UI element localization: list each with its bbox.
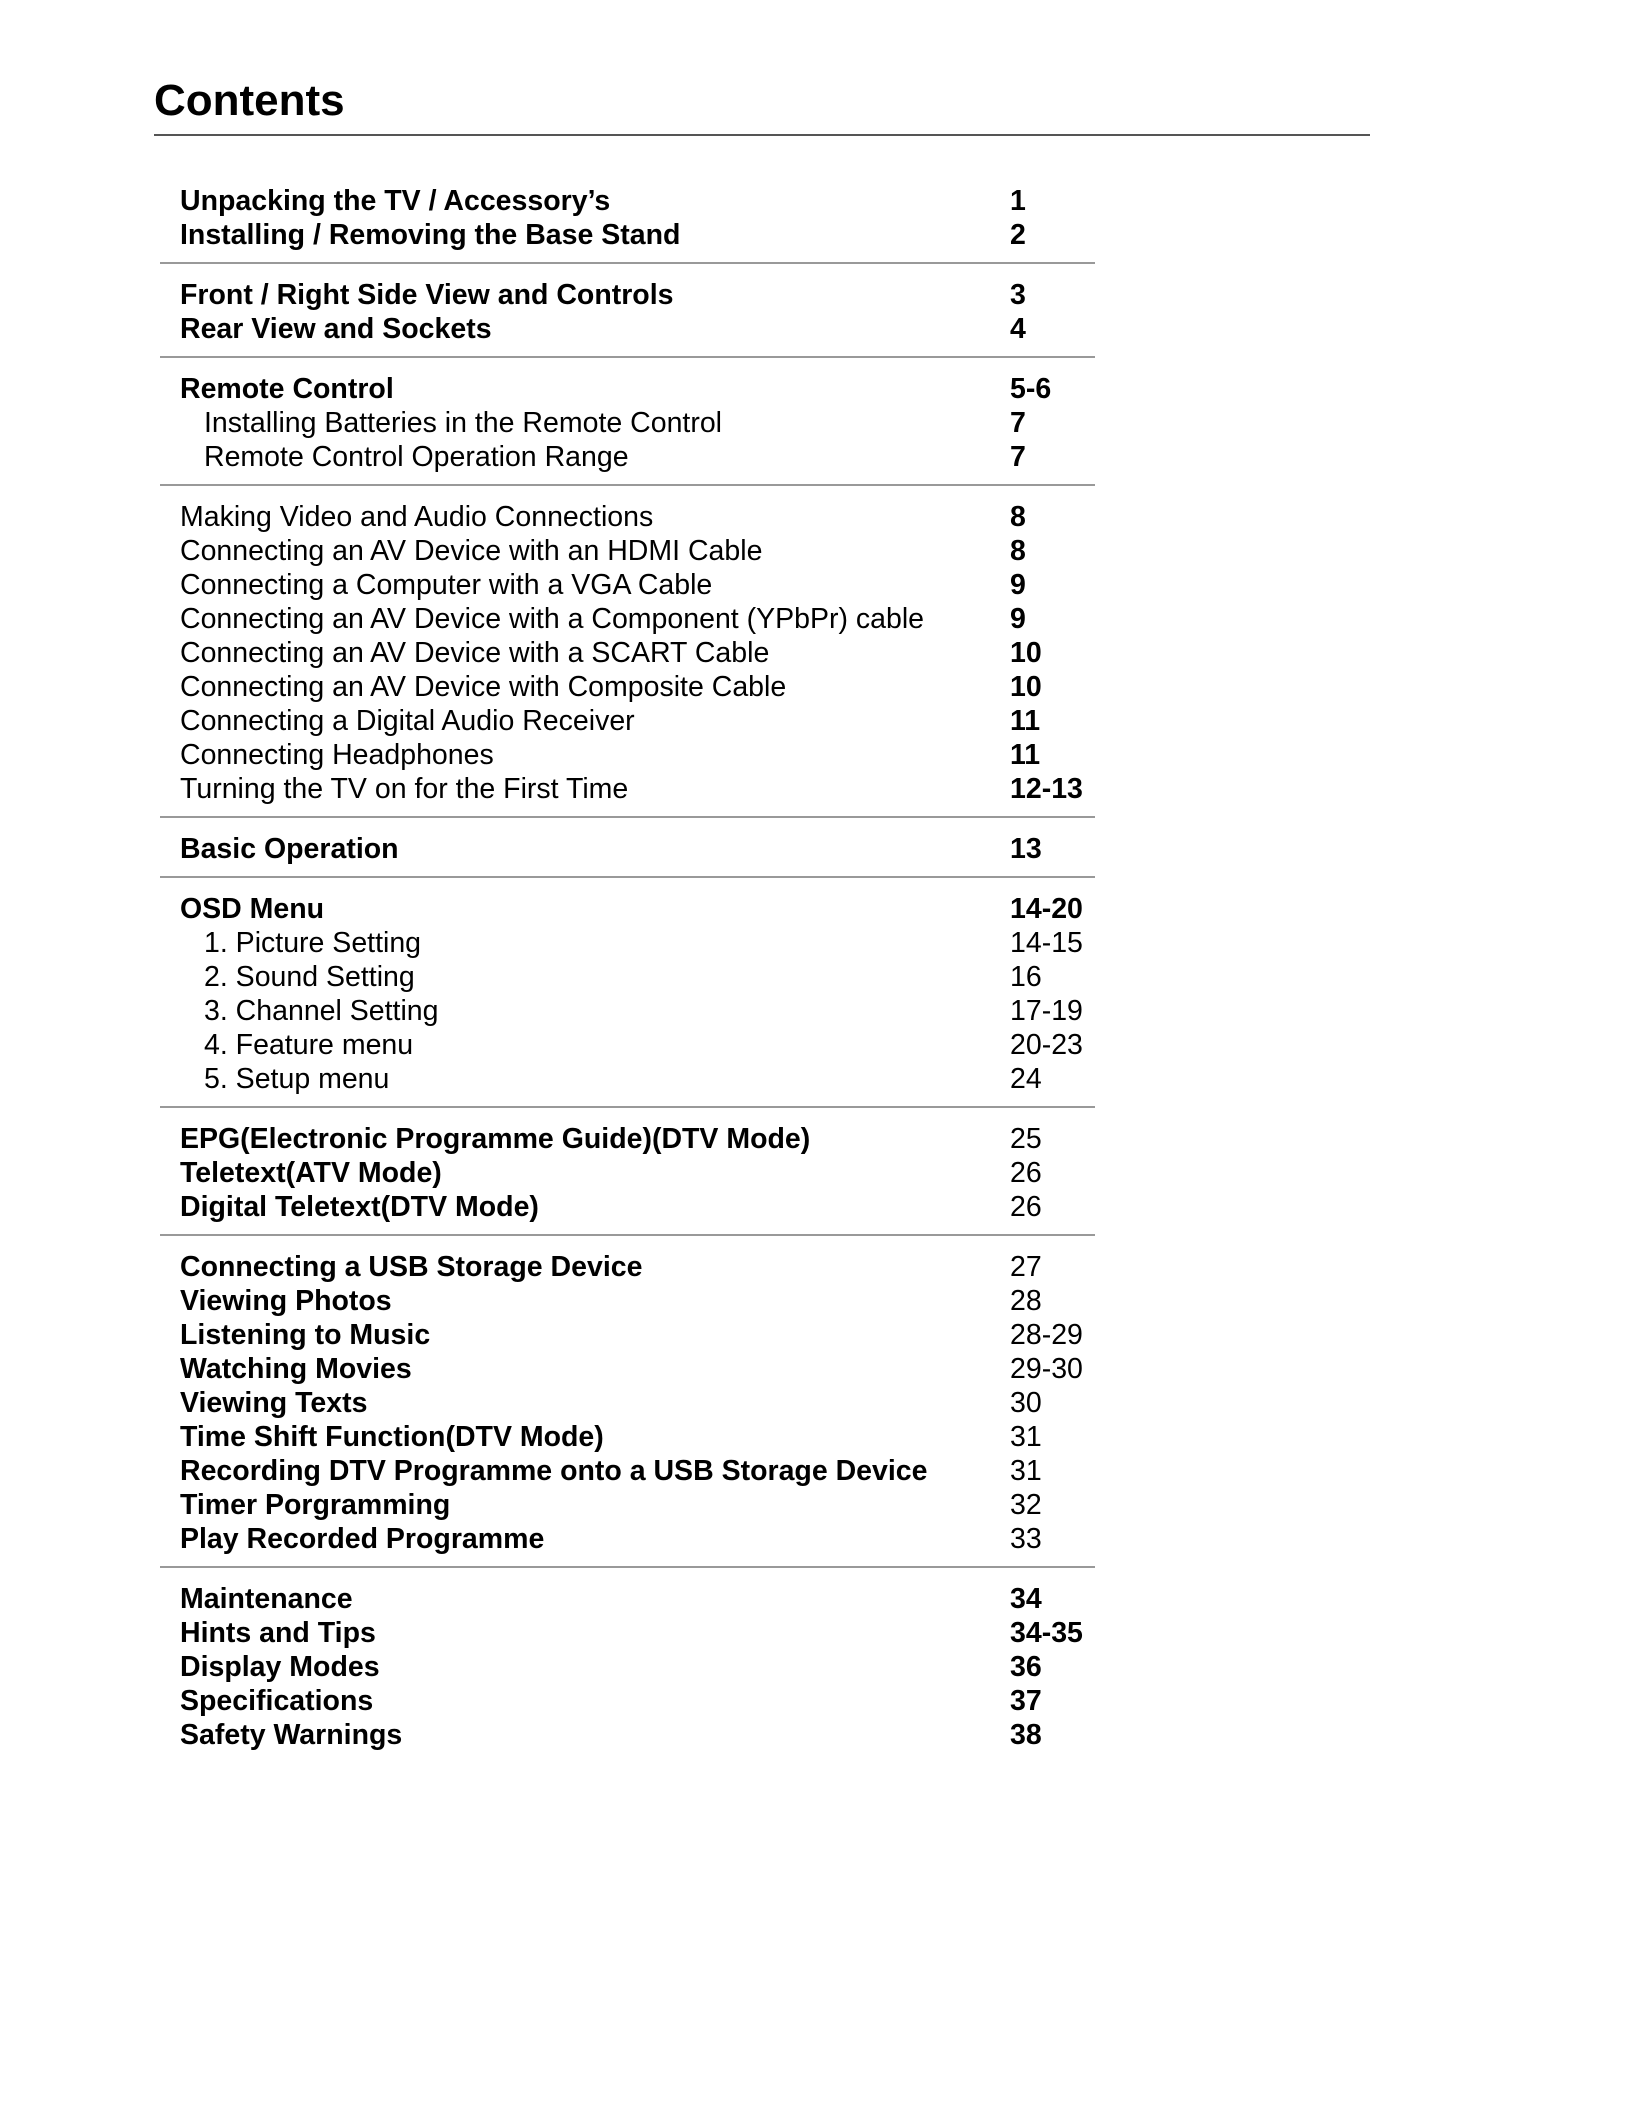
toc-entry[interactable] <box>160 1718 1095 1752</box>
toc-entry[interactable] <box>160 738 1095 772</box>
toc-entry-page: 9 <box>1010 603 1026 635</box>
toc-entry-page: 13 <box>1010 833 1042 865</box>
toc-entry[interactable] <box>160 184 1095 218</box>
toc-entry-title: 3. Channel Setting <box>204 995 439 1027</box>
toc-entry-page: 8 <box>1010 501 1026 533</box>
toc-entry-page: 14-20 <box>1010 893 1083 925</box>
toc-entry-title: Time Shift Function(DTV Mode) <box>180 1421 604 1453</box>
toc-entry-page: 26 <box>1010 1191 1042 1223</box>
toc-entry-page: 37 <box>1010 1685 1042 1717</box>
toc-entry[interactable] <box>160 1650 1095 1684</box>
toc-section <box>160 264 1095 358</box>
toc-entry-title: Connecting an AV Device with Composite Cable <box>180 671 787 703</box>
toc-entry-title: 2. Sound Setting <box>204 961 415 993</box>
toc-entry-title: Play Recorded Programme <box>180 1523 545 1555</box>
toc-entry-title: Timer Porgramming <box>180 1489 451 1521</box>
toc-entry-page: 11 <box>1010 739 1041 771</box>
toc-entry-title: Connecting Headphones <box>180 739 494 771</box>
toc-entry-page: 36 <box>1010 1651 1042 1683</box>
page-title: Contents <box>154 76 345 125</box>
toc-entry[interactable] <box>160 1684 1095 1718</box>
toc-entry-page: 25 <box>1010 1123 1042 1155</box>
toc-entry[interactable] <box>160 406 1095 440</box>
toc-entry-page: 7 <box>1010 441 1026 473</box>
toc-entry[interactable] <box>160 602 1095 636</box>
toc-entry[interactable] <box>160 926 1095 960</box>
toc-entry-title: Hints and Tips <box>180 1617 376 1649</box>
toc-entry-page: 33 <box>1010 1523 1042 1555</box>
toc-entry-title: Basic Operation <box>180 833 399 865</box>
toc-entry-title: Digital Teletext(DTV Mode) <box>180 1191 539 1223</box>
toc-entry-page: 7 <box>1010 407 1026 439</box>
toc-entry-title: Remote Control <box>180 373 394 405</box>
toc-entry[interactable] <box>160 1582 1095 1616</box>
toc-entry[interactable] <box>160 772 1095 806</box>
toc-entry[interactable] <box>160 1028 1095 1062</box>
toc-entry-page: 24 <box>1010 1063 1042 1095</box>
toc-entry-title: Listening to Music <box>180 1319 431 1351</box>
toc-section <box>160 486 1095 818</box>
toc-entry-title: Connecting an AV Device with an HDMI Cable <box>180 535 763 567</box>
toc-entry[interactable] <box>160 500 1095 534</box>
toc-entry-title: OSD Menu <box>180 893 325 925</box>
toc-entry-title: Maintenance <box>180 1583 353 1615</box>
toc-entry-title: Viewing Texts <box>180 1387 368 1419</box>
toc-entry[interactable] <box>160 534 1095 568</box>
toc-entry[interactable] <box>160 312 1095 346</box>
toc-entry-page: 4 <box>1010 313 1026 345</box>
toc-entry-page: 8 <box>1010 535 1026 567</box>
toc-entry-title: Turning the TV on for the First Time <box>180 773 629 805</box>
toc-entry-page: 31 <box>1010 1421 1042 1453</box>
toc-entry-title: 5. Setup menu <box>204 1063 390 1095</box>
toc-entry-page: 30 <box>1010 1387 1042 1419</box>
toc-entry-page: 34 <box>1010 1583 1042 1615</box>
toc-entry-page: 16 <box>1010 961 1042 993</box>
toc-entry-title: Watching Movies <box>180 1353 412 1385</box>
toc-entry[interactable] <box>160 670 1095 704</box>
toc-entry[interactable] <box>160 704 1095 738</box>
toc-entry[interactable] <box>160 1352 1095 1386</box>
toc-entry-page: 31 <box>1010 1455 1042 1487</box>
toc-entry-page: 28-29 <box>1010 1319 1083 1351</box>
toc-section <box>160 1236 1095 1568</box>
toc-section <box>160 358 1095 486</box>
toc-entry-title: Connecting a USB Storage Device <box>180 1251 643 1283</box>
toc-entry-title: Recording DTV Programme onto a USB Storage Device <box>180 1455 928 1487</box>
toc-entry-page: 14-15 <box>1010 927 1083 959</box>
toc-entry[interactable] <box>160 1156 1095 1190</box>
table-of-contents <box>160 172 1095 1762</box>
toc-entry-title: Display Modes <box>180 1651 380 1683</box>
toc-entry-page: 29-30 <box>1010 1353 1083 1385</box>
toc-entry[interactable] <box>160 372 1095 406</box>
toc-entry-page: 2 <box>1010 219 1026 251</box>
toc-entry-page: 10 <box>1010 671 1042 703</box>
toc-entry-page: 12-13 <box>1010 773 1083 805</box>
toc-entry[interactable] <box>160 568 1095 602</box>
toc-entry[interactable] <box>160 218 1095 252</box>
toc-section <box>160 172 1095 264</box>
toc-section <box>160 1108 1095 1236</box>
toc-entry-title: 4. Feature menu <box>204 1029 414 1061</box>
toc-entry-title: Teletext(ATV Mode) <box>180 1157 442 1189</box>
toc-entry-page: 17-19 <box>1010 995 1083 1027</box>
toc-entry-page: 38 <box>1010 1719 1042 1751</box>
toc-entry[interactable] <box>160 1250 1095 1284</box>
toc-entry[interactable] <box>160 1522 1095 1556</box>
toc-entry-title: Installing / Removing the Base Stand <box>180 219 681 251</box>
toc-section <box>160 1568 1095 1762</box>
toc-entry-page: 32 <box>1010 1489 1042 1521</box>
toc-entry-page: 20-23 <box>1010 1029 1083 1061</box>
toc-entry[interactable] <box>160 440 1095 474</box>
toc-section <box>160 818 1095 878</box>
toc-entry[interactable] <box>160 1616 1095 1650</box>
toc-entry-title: Making Video and Audio Connections <box>180 501 654 533</box>
toc-entry-title: Installing Batteries in the Remote Control <box>204 407 723 439</box>
toc-entry-title: 1. Picture Setting <box>204 927 422 959</box>
toc-entry-page: 1 <box>1010 185 1026 217</box>
toc-entry[interactable] <box>160 1318 1095 1352</box>
toc-entry-page: 11 <box>1010 705 1041 737</box>
toc-entry-title: Connecting a Computer with a VGA Cable <box>180 569 713 601</box>
toc-entry-title: Connecting an AV Device with a Component (YPbPr) cable <box>180 603 925 635</box>
toc-entry-title: Connecting a Digital Audio Receiver <box>180 705 635 737</box>
toc-entry[interactable] <box>160 1386 1095 1420</box>
title-divider <box>154 134 1370 136</box>
toc-entry[interactable] <box>160 1488 1095 1522</box>
toc-entry-page: 28 <box>1010 1285 1042 1317</box>
toc-entry-title: Viewing Photos <box>180 1285 392 1317</box>
toc-entry-title: Connecting an AV Device with a SCART Cable <box>180 637 770 669</box>
toc-entry-title: Remote Control Operation Range <box>204 441 629 473</box>
toc-entry-title: Safety Warnings <box>180 1719 403 1751</box>
toc-entry-title: Specifications <box>180 1685 374 1717</box>
toc-entry[interactable] <box>160 892 1095 926</box>
toc-entry-page: 9 <box>1010 569 1026 601</box>
toc-section <box>160 878 1095 1108</box>
toc-entry[interactable] <box>160 960 1095 994</box>
toc-entry-title: Rear View and Sockets <box>180 313 492 345</box>
toc-entry[interactable] <box>160 1122 1095 1156</box>
toc-entry[interactable] <box>160 1190 1095 1224</box>
toc-entry[interactable] <box>160 278 1095 312</box>
toc-entry-title: Unpacking the TV / Accessory’s <box>180 185 611 217</box>
toc-entry[interactable] <box>160 1420 1095 1454</box>
toc-entry-title: Front / Right Side View and Controls <box>180 279 674 311</box>
toc-entry[interactable] <box>160 994 1095 1028</box>
toc-entry-page: 34-35 <box>1010 1617 1083 1649</box>
toc-entry[interactable] <box>160 1284 1095 1318</box>
toc-entry[interactable] <box>160 1062 1095 1096</box>
toc-entry-title: EPG(Electronic Programme Guide)(DTV Mode) <box>180 1123 811 1155</box>
toc-entry-page: 5-6 <box>1010 373 1052 405</box>
toc-entry-page: 3 <box>1010 279 1026 311</box>
toc-entry-page: 26 <box>1010 1157 1042 1189</box>
toc-entry-page: 27 <box>1010 1251 1042 1283</box>
toc-entry[interactable] <box>160 832 1095 866</box>
toc-entry-page: 10 <box>1010 637 1042 669</box>
toc-entry[interactable] <box>160 636 1095 670</box>
toc-entry[interactable] <box>160 1454 1095 1488</box>
